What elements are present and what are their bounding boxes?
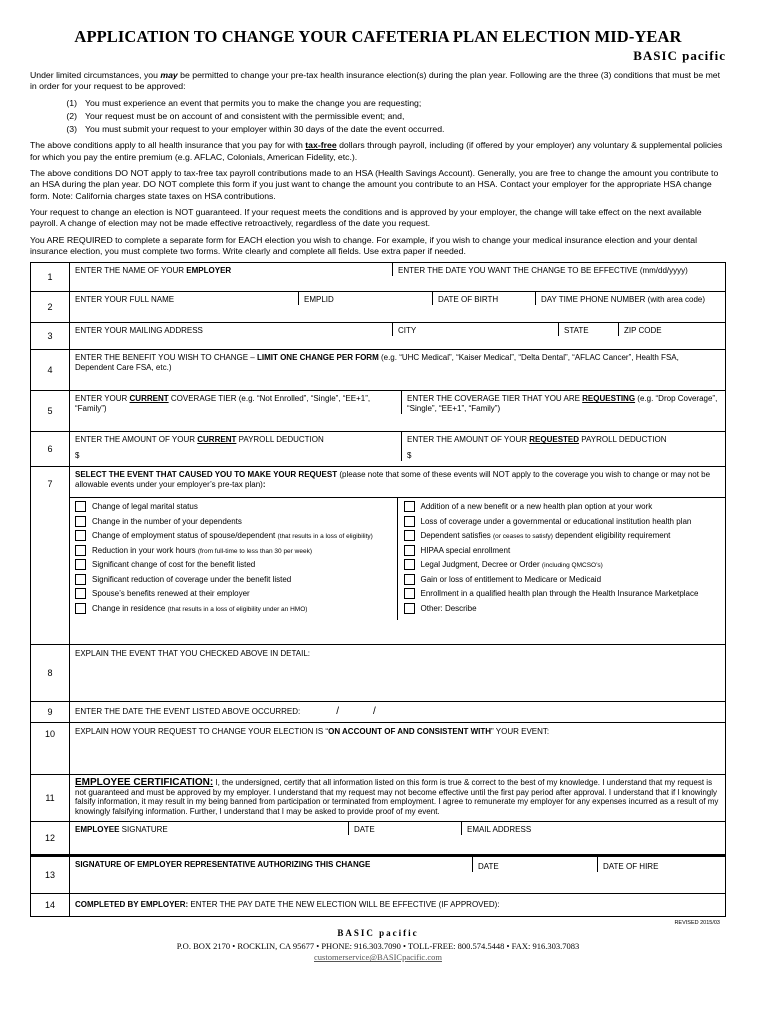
form-row-benefit: 4 ENTER THE BENEFIT YOU WISH TO CHANGE – LIMIT ONE CHANGE PER FORM (e.g. “UHC Medical”, “Kaiser Medical”, “Delta Dental”, “AFLAC Cancer”, Health FSA, Dependent Care FSA, etc.) [31, 350, 726, 391]
form-row-coverage-tier: 5 ENTER YOUR CURRENT COVERAGE TIER (e.g. “Not Enrolled”, “Single”, “EE+1”, “Family”) ENTER THE COVERAGE TIER THAT YOU ARE REQUESTING (e.g. “Drop Coverage”, “Single”, “EE+1”, “Family”) [31, 391, 726, 432]
checkbox[interactable] [404, 545, 415, 556]
employee-date-field[interactable]: DATE [348, 822, 461, 835]
employer-signature-field[interactable]: SIGNATURE OF EMPLOYER REPRESENTATIVE AUTHORIZING THIS CHANGE [75, 859, 371, 869]
event-option[interactable]: Reduction in your work hours (from full-time to less than 30 per week) [75, 546, 397, 557]
checkbox[interactable] [404, 574, 415, 585]
event-options-right [397, 498, 726, 620]
event-option[interactable]: Spouse’s benefits renewed at their employer [75, 589, 397, 600]
employee-certification: EMPLOYEE CERTIFICATION: I, the undersigned, certify that all information listed on this form is true & correct to the best of my knowledge. I understand that my request is not guaranteed and must be approved by my employer. I understand that my request may not become effective until the first pay period after approval. I understand that if I knowingly falsify information, it may result in my being banned from participation or terminated from employment. I agree to remunerate my employer for any expenses incurred as a result of my knowingly falsifying information. Further, I understand that I may be asked to provide proof of my event. [70, 775, 726, 822]
event-detail-field[interactable]: EXPLAIN THE EVENT THAT YOU CHECKED ABOVE IN DETAIL: [70, 645, 726, 702]
intro-paragraph-3: The above conditions DO NOT apply to tax-free tax payroll contributions made to an HSA (Health Savings Account). Generally, you are free to change the amount you contribute to an HSA during the plan year. DO NOT complete this form if you just want to change the amount you contribute to an HSA. Contact your employer for the appropriate HSA change form. Note: California charges state taxes on HSA contributions. [30, 168, 719, 201]
form-row-consistency: 10 EXPLAIN HOW YOUR REQUEST TO CHANGE YOUR ELECTION IS “ON ACCOUNT OF AND CONSISTENT WITH” YOUR EVENT: [31, 723, 726, 775]
event-option[interactable]: Change of employment status of spouse/dependent (that results in a loss of eligibility) [75, 531, 397, 542]
full-name-field[interactable]: ENTER YOUR FULL NAME [75, 295, 175, 305]
condition-item: (1) You must experience an event that permits you to make the change you are requesting; [66, 97, 422, 108]
form-row-employee-signature: 12 EMPLOYEE SIGNATURE DATE EMAIL ADDRESS [31, 822, 726, 856]
date-of-hire-field[interactable]: DATE OF HIRE [597, 857, 725, 872]
form-row-employer-signature: 13 SIGNATURE OF EMPLOYER REPRESENTATIVE AUTHORIZING THIS CHANGE DATE DATE OF HIRE [31, 856, 726, 894]
event-option[interactable]: Loss of coverage under a governmental or educational institution health plan [404, 517, 726, 528]
checkbox[interactable] [404, 516, 415, 527]
form-row-address: 3 ENTER YOUR MAILING ADDRESS CITY STATE ZIP CODE [31, 323, 726, 350]
form-row-employer: 1 ENTER THE NAME OF YOUR EMPLOYER ENTER THE DATE YOU WANT THE CHANGE TO BE EFFECTIVE (mm/dd/yyyy) [31, 263, 726, 292]
intro-paragraph-1: Under limited circumstances, you may be permitted to change your pre-tax health insurance election(s) during the plan year. Following are the three (3) conditions that must be met in order for your request to be approved: [30, 70, 721, 92]
footer [30, 920, 726, 962]
form-row-certification: 11 EMPLOYEE CERTIFICATION: I, the undersigned, certify that all information listed on this form is true & correct to the best of my knowledge. I understand that my request is not guaranteed and must be approved by my employer. I understand that my request may not become effective until the first pay period after approval. I understand that if I knowingly falsify information, it may result in my being banned from participation or terminated from employment. I agree to remunerate my employer for any expenses incurred as a result of my knowingly falsifying information. Further, I understand that I may be asked to provide proof of my event. [31, 775, 726, 822]
condition-item: (3) You must submit your request to your employer within 30 days of the date the event occurred. [66, 124, 445, 135]
event-heading: SELECT THE EVENT THAT CAUSED YOU TO MAKE YOUR REQUEST (please note that some of these events will NOT apply to the coverage you wish to change or may not be allowable events under your employer’s pre-tax plan): [70, 467, 725, 498]
event-option[interactable]: Change in residence (that results in a loss of eligibility under an HMO) [75, 604, 397, 615]
consistency-field[interactable]: EXPLAIN HOW YOUR REQUEST TO CHANGE YOUR ELECTION IS “ON ACCOUNT OF AND CONSISTENT WITH” YOUR EVENT: [70, 723, 726, 775]
form-row-event-date: 9 ENTER THE DATE THE EVENT LISTED ABOVE OCCURRED: / / [31, 702, 726, 723]
event-option[interactable]: Change in the number of your dependents [75, 517, 397, 528]
form-row-payroll-deduction: 6 ENTER THE AMOUNT OF YOUR CURRENT PAYROLL DEDUCTION $ ENTER THE AMOUNT OF YOUR REQUESTED PAYROLL DEDUCTION $ [31, 432, 726, 467]
event-option[interactable]: Other: Describe [404, 604, 726, 615]
event-option[interactable]: Addition of a new benefit or a new health plan option at your work [404, 502, 726, 513]
event-option[interactable]: Change of legal marital status [75, 502, 397, 513]
event-option[interactable]: HIPAA special enrollment [404, 546, 726, 557]
intro-paragraph-5: You ARE REQUIRED to complete a separate form for EACH election you wish to change. For example, if you wish to change your medical insurance election and your dental insurance election, you must complete two forms. Write clearly and complete all fields. Use extra paper if needed. [30, 234, 698, 256]
employee-signature-field[interactable]: EMPLOYEE SIGNATURE [75, 825, 168, 835]
form-row-pay-date: 14 COMPLETED BY EMPLOYER: ENTER THE PAY DATE THE NEW ELECTION WILL BE EFFECTIVE (IF APPROVED): [31, 894, 726, 917]
revision-note: REVISED 2015/03 [674, 920, 720, 927]
emplid-field[interactable]: EMPLID [298, 292, 432, 305]
checkbox[interactable] [75, 588, 86, 599]
event-option[interactable]: Legal Judgment, Decree or Order (including QMCSO’s) [404, 560, 726, 571]
checkbox[interactable] [75, 530, 86, 541]
checkbox[interactable] [75, 501, 86, 512]
application-form-table [30, 262, 726, 917]
current-deduction-field[interactable]: ENTER THE AMOUNT OF YOUR CURRENT PAYROLL DEDUCTION $ [75, 435, 324, 461]
checkbox[interactable] [404, 530, 415, 541]
event-options-left [75, 498, 397, 620]
footer-address: P.O. BOX 2170 • ROCKLIN, CA 95677 • PHONE: 916.303.7090 • TOLL-FREE: 800.574.5448 • FAX: 916.303.7083 [176, 941, 580, 952]
pay-date-field[interactable]: COMPLETED BY EMPLOYER: ENTER THE PAY DATE THE NEW ELECTION WILL BE EFFECTIVE (IF APPROVED): [70, 894, 726, 917]
conditions-list [30, 98, 726, 136]
form-row-event: 7 SELECT THE EVENT THAT CAUSED YOU TO MAKE YOUR REQUEST (please note that some of these events will NOT apply to the coverage you wish to change or may not be allowable events under your employer’s pre-tax plan): Change of legal marital status Change in the number of your dependents Change of employment status of spouse/dependent (that results in a loss of eligibility) Reduction in your work hours (from full-time to less than 30 per week) Significant change of cost for the benefit listed Significant reduction of coverage under the benefit listed Spouse’s benefits renewed at their employer Change in residence (that results in a loss of eligibility under an HMO) Addition of a new benefit or a new health plan option at your work Loss of coverage under a governmental or educational institution health plan Dependent satisfies (or ceases to satisfy) dependent eligibility requirement HIPAA special enrollment Legal Judgment, Decree or Order (including QMCSO’s) Gain or loss of entitlement to Medicare or Medicaid Enrollment in a qualified health plan through the Health Insurance Marketplace Other: Describe [31, 467, 726, 645]
checkbox[interactable] [75, 574, 86, 585]
event-option[interactable]: Dependent satisfies (or ceases to satisfy) dependent eligibility requirement [404, 531, 726, 542]
event-option[interactable]: Significant reduction of coverage under the benefit listed [75, 575, 397, 586]
condition-item: (2) Your request must be on account of and consistent with the permissible event; and, [66, 110, 405, 121]
checkbox[interactable] [75, 603, 86, 614]
requested-tier-field[interactable]: ENTER THE COVERAGE TIER THAT YOU ARE REQUESTING (e.g. “Drop Coverage”, “Single”, “EE+1”, “Family”) [401, 391, 725, 414]
brand-name: BASIC pacific [633, 48, 726, 63]
event-option[interactable]: Significant change of cost for the benefit listed [75, 560, 397, 571]
form-row-event-detail: 8 EXPLAIN THE EVENT THAT YOU CHECKED ABOVE IN DETAIL: [31, 645, 726, 702]
date-of-birth-field[interactable]: DATE OF BIRTH [432, 292, 535, 305]
checkbox[interactable] [75, 516, 86, 527]
footer-email-link[interactable]: customerservice@BASICpacific.com [314, 952, 442, 963]
effective-date-field[interactable]: ENTER THE DATE YOU WANT THE CHANGE TO BE EFFECTIVE (mm/dd/yyyy) [392, 263, 725, 276]
checkbox[interactable] [75, 545, 86, 556]
event-date-field[interactable]: ENTER THE DATE THE EVENT LISTED ABOVE OCCURRED: / / [70, 702, 726, 723]
intro-section [30, 70, 726, 257]
intro-paragraph-4: Your request to change an election is NOT guaranteed. If your request meets the conditions and is approved by your employer, the change will take effect on the next available payroll. A change of election may not be made effective retroactively, regardless of the date you request. [30, 206, 702, 229]
city-field[interactable]: CITY [392, 323, 558, 336]
checkbox[interactable] [404, 501, 415, 512]
zip-code-field[interactable]: ZIP CODE [618, 323, 725, 336]
current-tier-field[interactable]: ENTER YOUR CURRENT COVERAGE TIER (e.g. “Not Enrolled”, “Single”, “EE+1”, “Family”) [75, 394, 371, 414]
intro-paragraph-2: The above conditions apply to all health insurance that you pay for with tax-free dollars through payroll, including (if offered by your employer) any voluntary & supplemental policies for which you pay the entire premium (e.g. AFLAC, Colonials, American Fidelity, etc.). [30, 140, 723, 162]
application-form-page [0, 27, 770, 1024]
event-option[interactable]: Gain or loss of entitlement to Medicare or Medicaid [404, 575, 726, 586]
employer-name-field[interactable]: ENTER THE NAME OF YOUR EMPLOYER [75, 266, 232, 276]
employer-date-field[interactable]: DATE [472, 857, 597, 872]
event-options [70, 498, 725, 620]
event-option[interactable]: Enrollment in a qualified health plan through the Health Insurance Marketplace [404, 589, 726, 600]
form-row-personal: 2 ENTER YOUR FULL NAME EMPLID DATE OF BIRTH DAY TIME PHONE NUMBER (with area code) [31, 292, 726, 323]
checkbox[interactable] [404, 559, 415, 570]
mailing-address-field[interactable]: ENTER YOUR MAILING ADDRESS [75, 326, 203, 336]
footer-brand: BASIC pacific [337, 928, 419, 939]
email-address-field[interactable]: EMAIL ADDRESS [461, 822, 725, 835]
checkbox[interactable] [75, 559, 86, 570]
requested-deduction-field[interactable]: ENTER THE AMOUNT OF YOUR REQUESTED PAYROLL DEDUCTION $ [401, 432, 725, 461]
benefit-field[interactable]: ENTER THE BENEFIT YOU WISH TO CHANGE – LIMIT ONE CHANGE PER FORM (e.g. “UHC Medical”, “Kaiser Medical”, “Delta Dental”, “AFLAC Cancer”, Health FSA, Dependent Care FSA, etc.) [70, 350, 726, 391]
phone-field[interactable]: DAY TIME PHONE NUMBER (with area code) [535, 292, 725, 305]
page-title: APPLICATION TO CHANGE YOUR CAFETERIA PLAN ELECTION MID-YEAR [74, 27, 682, 46]
checkbox[interactable] [404, 603, 415, 614]
state-field[interactable]: STATE [558, 323, 618, 336]
checkbox[interactable] [404, 588, 415, 599]
